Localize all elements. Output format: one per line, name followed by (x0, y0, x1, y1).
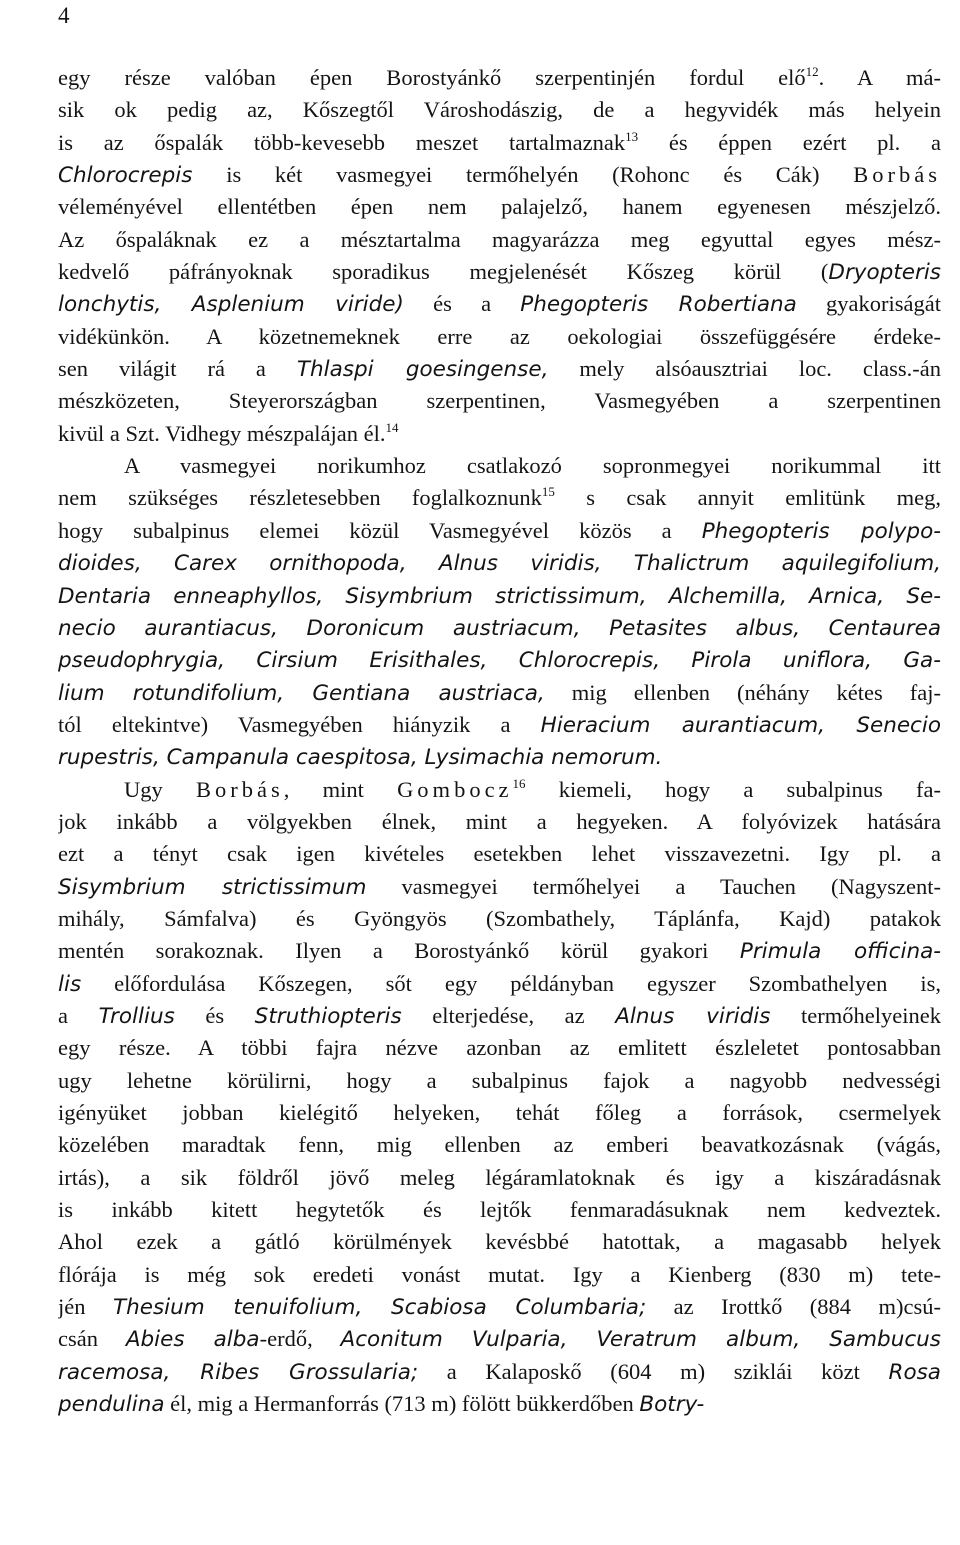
text-span: is inkább kitett hegytetők és lejtők fenmaradásuknak nem kedveztek. (58, 1197, 941, 1223)
text-line (58, 1259, 941, 1291)
text-span: vidékünkön. A közetnemeknek erre az oekologiai összefüggésére érdeke- (58, 323, 941, 349)
text-span: Ugy (124, 776, 196, 802)
text-span: is két vasmegyei termőhelyén (Rohonc és Cák) (192, 162, 854, 188)
text-span: Rosa (888, 1359, 941, 1385)
text-line (58, 774, 941, 806)
text-span: Phegopteris Robertiana (520, 292, 797, 318)
text-span: lis (58, 971, 82, 997)
text-span: vasmegyei termőhelyei a Tauchen (Nagyszent- (366, 873, 941, 899)
text-line (58, 1000, 941, 1032)
text-line (58, 224, 941, 256)
text-line (58, 968, 941, 1000)
text-line (58, 353, 941, 385)
text-span: az Irottkő (884 m)csú- (646, 1294, 941, 1320)
text-line (58, 644, 941, 676)
text-line (58, 94, 941, 126)
text-line (58, 450, 941, 482)
text-span: gyakoriságát (796, 291, 941, 317)
text-line (58, 418, 941, 450)
text-span: közelében maradtak fenn, mig ellenben az emberi beavatkozásnak (vágás, (58, 1132, 941, 1158)
text-line (58, 1356, 941, 1388)
text-span: A vasmegyei norikumhoz csatlakozó sopronmegyei norikummal itt (124, 453, 941, 479)
footnote-ref: 14 (385, 419, 399, 435)
footnote-ref: 16 (512, 775, 526, 791)
text-span: mig ellenben (néhány kétes faj- (544, 679, 941, 705)
text-span: Az őspaláknak ez a mésztartalma magyarázza meg egyuttal egyes mész- (58, 226, 941, 252)
text-line (58, 806, 941, 838)
text-span: Thesium tenuifolium, Scabiosa Columbaria; (112, 1295, 647, 1321)
text-span: ugy lehetne körülirni, hogy a subalpinus fajok a nagyobb nedvességi (58, 1067, 941, 1093)
text-line (58, 871, 941, 903)
footnote-ref: 12 (805, 64, 819, 79)
text-line (58, 191, 941, 223)
text-span: Primula officina- (739, 939, 941, 965)
text-span: flórája is még sok eredeti vonást mutat. Igy a Kienberg (830 m) tete- (58, 1261, 941, 1287)
text-span: csán (58, 1326, 126, 1352)
text-span: Abies alba (125, 1327, 260, 1353)
text-line (58, 1323, 941, 1355)
text-line (58, 321, 941, 353)
text-span: jén (58, 1294, 113, 1320)
text-span: mely alsóausztriai loc. class.-án (548, 356, 941, 382)
text-line (58, 385, 941, 417)
text-line (58, 256, 941, 288)
text-span: él, mig a Hermanforrás (713 m) fölött bükkerdőben (164, 1391, 640, 1417)
text-line (58, 159, 941, 191)
text-span: -erdő, (259, 1326, 341, 1352)
text-line (58, 1065, 941, 1097)
text-span: kiemeli, hogy a subalpinus fa- (525, 776, 941, 802)
text-span: Chlorocrepis (58, 163, 193, 189)
text-span: necio aurantiacus, Doronicum austriacum, Petasites albus, Centaurea (58, 615, 941, 641)
text-span: Aconitum Vulparia, Veratrum album, Sambucus (340, 1327, 941, 1353)
text-span: pseudophrygia, Cirsium Erisithales, Chlorocrepis, Pirola uniflora, Ga- (58, 648, 941, 674)
text-line (58, 612, 941, 644)
text-line (58, 1162, 941, 1194)
text-span: Trollius (98, 1003, 175, 1029)
text-span: racemosa, Ribes Grossularia; (58, 1359, 419, 1385)
text-span: egy része. A többi fajra nézve azonban az emlitett észleletet pontosabban (58, 1035, 941, 1061)
text-line (58, 547, 941, 579)
text-span: irtás), a sik földről jövő meleg légáramlatoknak és igy a kiszáradásnak (58, 1164, 941, 1190)
text-span: dioides, Carex ornithopoda, Alnus viridis, Thalictrum aquilegifolium, (58, 551, 941, 577)
text-span: mentén sorakoznak. Ilyen a Borostyánkő körül gyakori (58, 938, 740, 964)
text-span: elterjedése, az (401, 1002, 616, 1028)
text-line (58, 903, 941, 935)
text-line (58, 741, 941, 773)
text-span: hogy subalpinus elemei közül Vasmegyével közös a (58, 517, 702, 543)
text-span: . A má- (818, 65, 941, 90)
text-span: előfordulása Kőszegen, sőt egy példányban egyszer Szombathelyen is, (81, 970, 941, 996)
text-span: pendulina (58, 1392, 165, 1418)
text-span: a (58, 1002, 99, 1028)
text-span: sen világit rá a (58, 356, 297, 382)
text-span: Borbás (853, 162, 941, 188)
text-span: Ahol ezek a gátló körülmények kevésbbé hatottak, a magasabb helyek (58, 1229, 941, 1255)
text-span: lium rotundifolium, Gentiana austriaca, (58, 680, 545, 706)
text-span: s csak annyit emlitünk meg, (554, 485, 941, 511)
text-line (58, 838, 941, 870)
text-span: kivül a Szt. Vidhegy mészpalájan él. (58, 420, 386, 446)
page-number: 4 (58, 3, 70, 28)
text-span: Dryopteris (828, 260, 941, 286)
text-line (58, 1388, 941, 1420)
text-span: és (174, 1002, 255, 1028)
text-line (58, 1097, 941, 1129)
text-span: Gombocz (397, 776, 513, 802)
text-line (58, 1226, 941, 1258)
text-span: igényüket jobban kielégitő helyeken, tehát főleg a források, csermelyek (58, 1100, 941, 1125)
text-span: jok inkább a völgyekben élnek, mint a hegyeken. A folyóvizek hatására (58, 808, 941, 834)
text-span: Hieracium aurantiacum, Senecio (540, 712, 941, 738)
text-span: Sisymbrium strictissimum (58, 874, 367, 900)
text-span: Phegopteris polypo- (701, 518, 941, 544)
text-span: Botry- (639, 1392, 705, 1418)
text-span: egy része valóban épen Borostyánkő szerpentinjén fordul elő (58, 65, 806, 90)
text-line (58, 580, 941, 612)
text-line (58, 1032, 941, 1064)
text-span: és a (403, 291, 521, 317)
text-line (58, 1129, 941, 1161)
text-line (58, 288, 941, 320)
text-span: termőhelyeinek (770, 1002, 941, 1028)
text-span: sik ok pedig az, Kőszegtől Városhodászig, de a hegyvidék más helyein (58, 97, 941, 123)
text-line (58, 1291, 941, 1323)
text-line (58, 709, 941, 741)
text-span: a Kalaposkő (604 m) sziklái közt (418, 1358, 889, 1384)
text-line (58, 677, 941, 709)
text-span: nem szükséges részletesebben foglalkoznunk (58, 485, 542, 511)
text-span: véleményével ellentétben épen nem palajelző, hanem egyenesen mészjelző. (58, 194, 941, 220)
text-span: lonchytis, Asplenium viride) (58, 292, 404, 318)
footnote-ref: 15 (541, 484, 555, 500)
text-span: Alnus viridis (615, 1003, 771, 1029)
text-span: Borbás (195, 776, 284, 802)
text-line (58, 515, 941, 547)
text-span: mészközeten, Steyerországban szerpentinen, Vasmegyében a szerpentinen (58, 388, 941, 414)
text-line (58, 935, 941, 967)
footnote-ref: 13 (625, 128, 639, 144)
text-line (58, 1194, 941, 1226)
text-line (58, 62, 941, 94)
text-span: Dentaria enneaphyllos, Sisymbrium strictissimum, Alchemilla, Arnica, Se- (58, 583, 941, 609)
text-span: rupestris, Campanula caespitosa, Lysimachia nemorum. (58, 745, 663, 771)
text-span: ezt a tényt csak igen kivételes esetekben lehet visszavezetni. Igy pl. a (58, 841, 941, 867)
text-span: Thlaspi goesingense, (296, 357, 549, 383)
text-span: kedvelő páfrányoknak sporadikus megjelenését Kőszeg körül ( (58, 259, 829, 285)
body-text (58, 62, 941, 1420)
text-span: tól eltekintve) Vasmegyében hiányzik a (58, 711, 541, 737)
text-span: is az őspalák több-kevesebb meszet tartalmaznak (58, 129, 626, 155)
text-span: és éppen ezért pl. a (638, 129, 941, 155)
text-span: Struthiopteris (254, 1003, 402, 1029)
text-line (58, 127, 941, 159)
text-span: , mint (283, 776, 398, 802)
text-span: mihály, Sámfalva) és Gyöngyös (Szombathely, Táplánfa, Kajd) patakok (58, 905, 941, 931)
text-line (58, 482, 941, 514)
